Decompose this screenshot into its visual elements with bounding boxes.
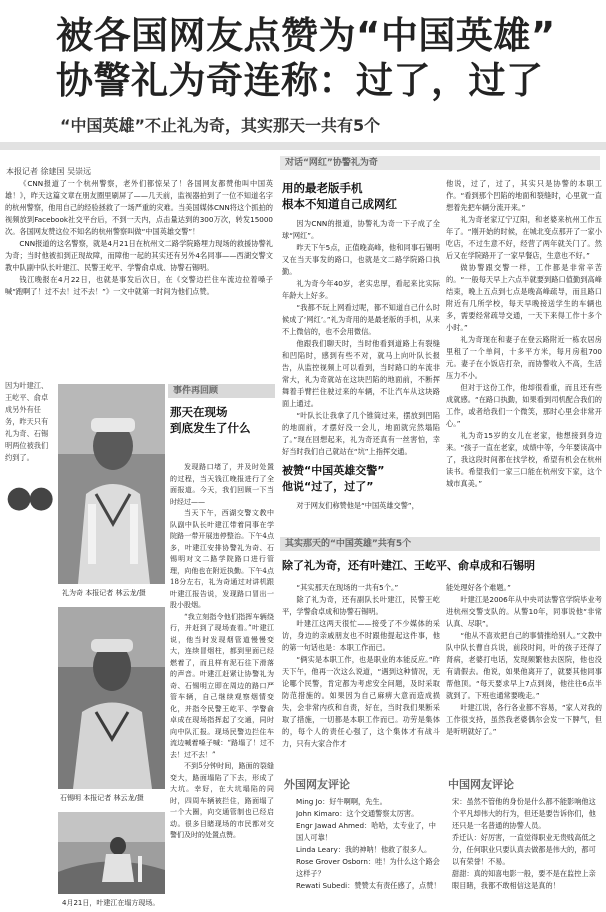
event-title-line: 到底发生了什么 [170,421,251,435]
right-paragraph: 礼为奇15岁的女儿在老家，他想接到身边来。“孩子一直在老家，成绩中等，今年要读高中了，我这段时间都在找学校，希望有机会在杭州读书。希望我们一家三口能在杭州安下家，这个城市真美。” [446,431,602,488]
intro-text [5,178,273,368]
event-section-label: 事件再回顾 [168,384,275,398]
headline-line-2: 协警礼为奇连称：过了，过了 [56,59,544,102]
heroes-text-col1 [282,582,440,762]
heroes-paragraph: 叶建江这两天很忙——接受了不少媒体的采访，身边的亲戚朋友也不时跟他提起这件事，他的第一句话也是：本职工作而已。 [282,619,440,652]
heroes-text-col2 [446,582,602,762]
headline-line-1: 被各国网友点赞为“中国英雄” [56,14,556,57]
dialogue-heading-line: 根本不知道自己成网红 [282,197,397,211]
event-title-line: 那天在现场 [170,405,228,419]
dialogue-paragraph: 对于网友们称赞他是“中国英雄交警”， [296,501,419,510]
event-paragraph: 当天下午，西湖交警文教中队副中队长叶建江带着同事在学院路一带开展违停整治。下午4点多，叶建江安排协警礼为奇、石锡明对文二路学院路口进行管理，向他也在附近执勤。下午4点18分左右，礼为奇通过对讲机跟叶建江报告说，发现路口冒出一股小股烟。 [170,509,274,609]
right-paragraph: 礼为奇现在和妻子在登云路附近一栋农居房里租了一个单间，十多平方米，每月房租700元。妻子在小饭店打杂，而协警收入不高，生活压力不小。 [446,335,602,380]
dialogue-heading [282,180,442,212]
header-divider [0,142,606,150]
dialogue-subheading-line: 被赞“中国英雄交警” [282,464,385,477]
comment-item: John Kimaro：这个交通警察太厉害。 [296,809,419,818]
photo-li-weiqi [58,384,165,584]
dialogue-subheading-line: 他说“过了，过了” [282,480,374,493]
event-text [170,462,274,902]
dialogue-paragraph: 昨天下午5点，正值晚高峰，他和同事石锡明又在当天事发的路口，也就是文二路学院路口执勤。 [282,243,440,276]
right-text [446,178,602,516]
chinese-comments-title: 中国网友评论 [448,778,514,791]
dialogue-paragraph: 他跟我们聊天时，当时他看到道路上有裂缝和凹陷时，感到有些不对，就马上向叶队长报告，从监控视频上可以看到，当时路口的车流非常大，礼为奇就站在这块凹陷的地面前，不断挥舞着手臂拦住驶过来的车辆，不让汽车从这块路面上通过。 [282,339,440,408]
dialogue-paragraph: 礼为奇今年40岁，老实忠厚，看起来比实际年龄大上好多。 [282,279,440,300]
right-paragraph: 但对于这份工作，他却很看重，而且还有些成就感。“在路口执勤，如果看到司机配合我们的工作，或者给我们一个微笑，那时心里会非常开心。” [446,383,602,428]
event-paragraph: 不到5分钟时间，路面的裂缝变大，路面塌陷了下去，形成了大坑。幸好，在大坑塌陷的同时，四周车辆被拦住，路面塌了一个大圈，向交通管制也已经启动。很多目睹现场的市民都对交警们及时的处置点赞。 [170,762,274,839]
event-title [170,404,275,436]
photo-shi-ximing [58,607,165,789]
heroes-paragraph: “俩实是本职工作，也是职业的本能反应。”昨天下午，他再一次这么说道，“遇到这种情况，无论哪个民警，肯定都为考虑安全问题，及时采取防范措施的。如果因为自己麻痹大意而造成损失，会非常内疚和自责，好在，当时我们果断采取了措施，一切都是本职工作而已。功劳是集体的，每个人的责任心强了，这个集体才有战斗力，只有大家合作才 [282,655,440,748]
intro-paragraph: 《CNN报道了一个杭州警察，老外们都惊呆了！各国网友都赞他叫中国英雄！》，昨天这篇文章在朋友圈里刷屏了——几天前，监视器拍到了一位不知道名字的杭州警察，他用自己的经验拯救了一场严重的灾难。当美国媒体CNN将这个抓拍的视频放到Facebook社交平台后，不到一天内，点击量达到的300万次，转发15000次。各国网友赞这位不知名的杭州警察叫做“中国英雄交警”！ [5,179,273,236]
right-paragraph: 做协警跟交警一样，工作都是非常辛苦的。“一般每天早上六点半就要到路口值勤到高峰结束，晚上五点到七点是晚高峰疏导，而且路口附近有几所学校，每天早晚接送学生的车辆也多，需要经常疏导交通，一天下来得工作十多个小时。” [446,263,602,332]
byline: 本报记者 徐建国 吴崇远 [6,167,92,176]
intro-paragraph: 钱江晚报在4月22日，也就是事发后次日，在《交警边拦住车流边拉着嗓子喊“跑啊了！过不去！过不去！”》一文中就第一时间为他们点赞。 [5,275,273,296]
comment-item: Ming Jo：好牛啊啊，先生。 [296,797,387,806]
comment-item: Linda Leary：我的神呐！他救了很多人。 [296,845,432,854]
subheadline: “中国英雄”不止礼为奇，其实那天一共有5个 [60,116,381,135]
comment-item: Rose Grover Osborn：哇！为什么这个路会这样子？ [296,857,440,878]
side-caption: 因为叶建江、王屹平、俞卓成另外有任务，昨天只有礼为奇、石锡明两位被我们约到了。 [5,381,49,462]
heroes-section-label: 其实那天的“中国英雄”共有5个 [280,537,600,551]
heroes-paragraph: 能处理好各个难题。” [446,583,511,592]
photo-caption: 石锡明 本报记者 林云龙/摄 [60,794,144,802]
comment-item: Rewati Subedi：赞赞太有责任感了，点赞！ [296,881,441,890]
comment-item: Engr Jawad Ahmed：哈哈，太专业了，中国人可靠！ [296,821,436,842]
dialogue-paragraph: 因为CNN的报道，协警礼为奇一下子成了全球“网红”。 [282,219,440,240]
right-paragraph: 礼为奇老家辽宁辽阳，和老婆来杭州工作五年了。“刚开始的时候，在城北变点那开了一家小吃店，不过生意不好，经营了两年就关门了。然后又在学院路开了一家早餐店，生意也不好。” [446,215,602,260]
comment-item: 宋：虽然不管他的身份是什么都不能影响他这个平凡却伟大的行为，但还是要告诉你们，他还只是一名普通的协警人员。 [452,797,596,830]
intro-paragraph: CNN报道的这名警察，就是4月21日在杭州文二路学院路埋力现场的救援协警礼为奇；当时他被扣到正现故障，而障他一起的其实还有另外4名同事——西湖交警文教中队副中队长叶建江、民警王屹平、学警俞卓成、协警石锡明。 [5,239,273,272]
dialogue-text [282,218,440,458]
dialogue-section-label: 对话“网红”协警礼为奇 [280,156,600,170]
comment-item: 乔迁认：好厉害，一直觉得职业无贵贱高低之分，任何职业只要认真去做都是伟大的，都可以有荣誉！不易。 [452,833,596,866]
right-paragraph: 他说，过了，过了，其实只是协警的本职工作。“看到那个凹陷的地面和裂缝时，心里就一直想着先把车辆分流开来。” [446,179,602,212]
event-paragraph: 发现路口堵了，并及时处置的过程，当天钱江晚报进行了全面报道。今天，我们回顾一下当时经过—— [170,463,274,506]
heroes-paragraph: 叶建江说，各行各业都不容易，“家人对我的工作很支持，虽然我老婆偶尔会发一下脾气，但是听明就好了。” [446,703,602,736]
dialogue-paragraph: “我都不玩上网看过呢，都不知道自己什么时候成了‘网红’。”礼为奇用的是最老版的手机，从来不上微信的，也不会用微信。 [282,303,440,336]
heroes-paragraph: 除了礼为奇，还有副队长叶建江，民警王屹平，学警俞卓成和协警石锡明。 [282,595,440,616]
heroes-paragraph: “其实那天在现场的一共有5个。” [296,583,399,592]
photo-scene [58,812,165,894]
heroes-paragraph: 叶建江是2006年从中央司法警官学院毕业考进杭州交警支队的。从警10年，同事说他“非常认真、尽职”。 [446,595,602,628]
foreign-comments [296,796,442,906]
heroes-heading: 除了礼为奇，还有叶建江、王屹平、俞卓成和石锡明 [282,559,535,572]
dialogue-heading-line: 用的最老版手机 [282,181,363,195]
photo-caption: 4月21日，叶建江在塌方现场。 [62,899,160,907]
quote-mark-icon: ●● [6,480,51,515]
chinese-comments [452,796,602,906]
comment-item: 甜甜：真的知喜电影一般，要不是在监控上亲眼目睹，我都不敢相信这是真的！ [452,869,596,890]
dialogue-paragraph: “叶队长让我拿了几个锥筒过来，摆放到凹陷的地面前，才摆好没一会儿，地面就完然塌陷了。”现在回想起来，礼为奇还真有一丝害怕，幸好当时我们自己就站在“坑”上指挥交通。 [282,411,440,456]
headline [56,14,601,104]
dialogue-tail [282,500,440,514]
foreign-comments-title: 外国网友评论 [284,778,350,791]
heroes-paragraph: “他从不喜欢把自己的事情推给别人。”文教中队中队长曹自兵说，前段时间，叶的孩子还得了肾病，老婆打电话，发现频繁他去医院，他也没有请假去。他说，如果他离开了，就要其他同事帮他顶。“每天要求早上7点到岗，他往往6点半就到了。下班也通常要晚走。” [446,631,602,700]
event-paragraph: “我立刻指令他们指挥车辆绕行，并赶到了现场查看。”叶建江说，他当时发现烟管道慢慢变大，连续冒烟柱，都到里面已经燃着了，而且样有泥石往下滑落的声音。叶建江赶紧让协警礼为奇、石锡明立即在周边的路口严管车辆，自己继续观察烟情变化，并指令民警王屹平、学警俞卓成在现场指挥起了交通，同时向中队汇报。现场民警边拦住车流边喊着嗓子喊：“路塌了！过不去！过不去！” [170,612,274,759]
photo-caption: 礼为奇 本报记者 林云龙/摄 [62,589,146,597]
dialogue-subheading [282,463,442,495]
